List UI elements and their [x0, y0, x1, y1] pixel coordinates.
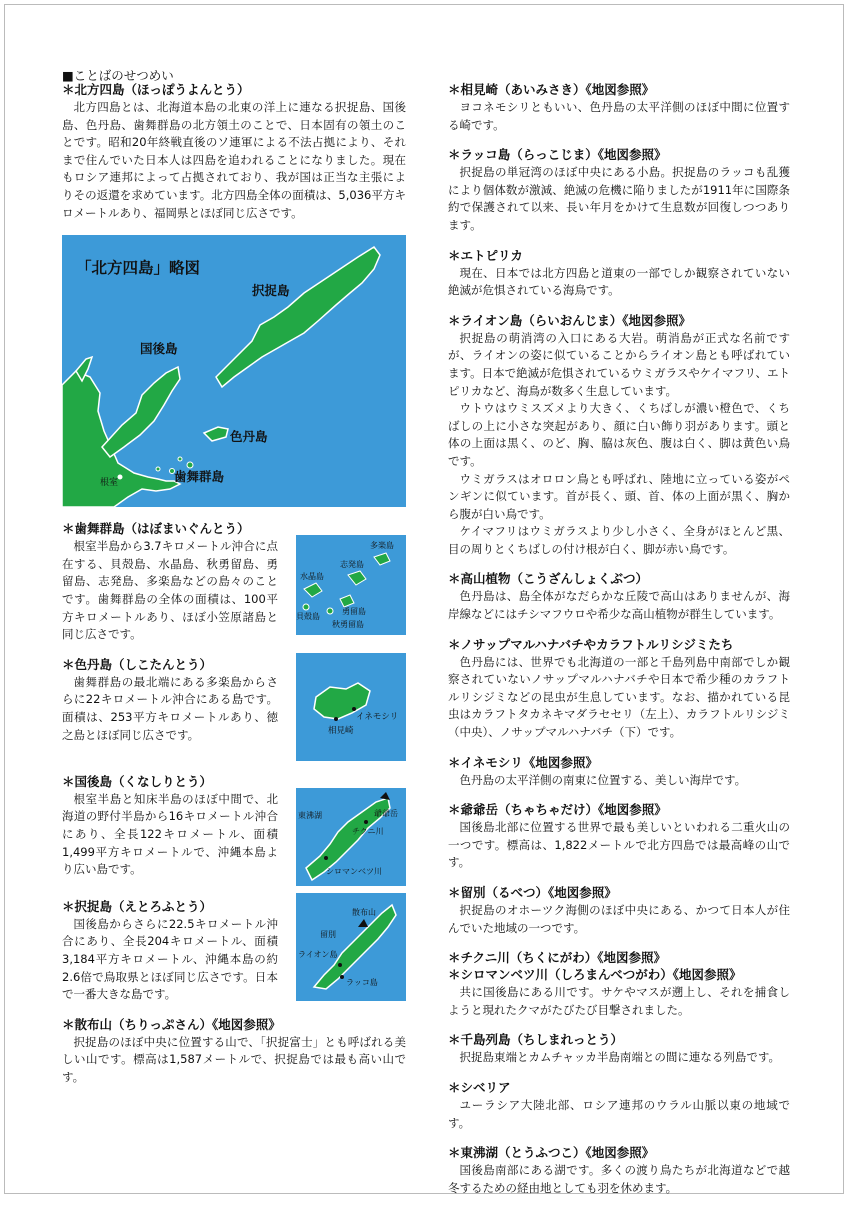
entry-heading: ＊シベリア	[448, 1079, 511, 1095]
entry-heading: ＊東沸湖（とうふつこ）《地図参照》	[448, 1145, 655, 1161]
etorofu-map	[296, 893, 406, 1001]
entry-heading-2: ＊シロマンベツ川（しろまんべつがわ）《地図参照》	[448, 967, 742, 983]
shikotan-island	[204, 427, 228, 441]
entry-text: 色丹島の太平洋側の南東に位置する、美しい海岸です。	[459, 772, 747, 787]
entry-text: ヨコネモシリともいい、色丹島の太平洋側のほぼ中間に位置する崎です。	[448, 100, 790, 132]
entry-text: 択捉島のオホーツク海側のほぼ中央にある、かつて日本人が住んでいた地域の一つです。	[448, 903, 790, 935]
kunashiri-map	[296, 788, 406, 886]
entry-rivers	[448, 950, 790, 1019]
entry-etopirika	[448, 248, 790, 300]
entry-text: 国後島からさらに22.5キロメートル沖合にあり、全長204キロメートル、面積3,184平方キロメートル、沖縄本島の約2.6倍で鳥取県とほぼ同じ広さです。日本で一番大きな島です。	[62, 916, 278, 1002]
label-nemuro: 根室	[100, 478, 119, 489]
label-tofutsu: 東沸湖	[298, 810, 322, 820]
etorofu-island	[216, 247, 380, 387]
kunashiri-island	[102, 367, 180, 457]
label-rubetsu: 留別	[320, 929, 336, 939]
entry-heading: ＊エトピリカ	[448, 247, 523, 263]
entry-text: 色丹島には、世界でも北海道の一部と千島列島中南部でしか観察されていないノサップマルハナバチや日本で希少種のカラフトルリシジミなどの昆虫が生息しています。なお、描かれている昆虫はカラフトタカネキマダラセセリ（左上）、カラフトルリシジミ（中央）、ノサップマルハナバチ（下）です。	[448, 654, 790, 740]
entry-chirippu	[62, 1017, 406, 1087]
entry-aimisaki	[448, 82, 790, 134]
left-column	[62, 82, 406, 1099]
entry-heading: ＊チクニ川（ちくにがわ）《地図参照》	[448, 950, 667, 966]
label-habomai: 歯舞群島	[174, 469, 225, 485]
label-inemoshiri: イネモシリ	[356, 711, 399, 722]
label-etorofu: 択捉島	[252, 283, 290, 299]
entry-text: ウミガラスはオロロン鳥とも呼ばれ、陸地に立っている姿がペンギンに似ています。首が長く、頭、首、体の上面が黒く、胸から腹が白い鳥です。	[448, 471, 790, 521]
label-rakko-island: ラッコ島	[346, 977, 378, 987]
entry-heading: ＊ラッコ島（らっこじま）《地図参照》	[448, 147, 667, 163]
label-yuri: 勇留島	[342, 607, 366, 617]
nemuro-point	[118, 475, 123, 480]
entry-text: 択捉島の萌消湾の入口にある大岩。萌消島が正式な名前ですが、ライオンの姿に似ていることからライオン島とも呼ばれています。日本で絶滅が危惧されているウミガラスやケイマフリ、エトピリカなど、海鳥が数多く生息しています。	[448, 330, 790, 398]
entry-heading: ＊ノサップマルハナバチやカラフトルリシジミたち	[448, 636, 734, 652]
label-aimisaki: 相見崎	[328, 725, 354, 736]
entry-text: ユーラシア大陸北部、ロシア連邦のウラル山脈以東の地域です。	[448, 1097, 790, 1130]
entry-lion-island	[448, 313, 790, 559]
entry-heading: ＊北方四島（ほっぽうよんとう）	[62, 82, 250, 97]
entry-siberia	[448, 1080, 790, 1132]
entry-text: 択捉島東端とカムチャッカ半島南端との間に連なる列島です。	[459, 1050, 781, 1065]
entry-insects	[448, 637, 790, 742]
entry-text: 北方四島とは、北海道本島の北東の洋上に連なる択捉島、国後島、色丹島、歯舞群島の北方領土のことで、日本固有の領土のことです。昭和20年終戦直後のソ連軍による不法占拠により、それまで住んでいた日本人は四島を追われることになりました。現在もロシア連邦によって占拠されており、我が国は正当な主張によりその返還を求めています。北方四島全体の面積は、5,036平方キロメートルあり、福岡県とほぼ同じ広さです。	[62, 100, 406, 220]
entry-text: ケイマフリはウミガラスより少し小さく、全身がほとんど黒、目の周りとくちばしの付け根が白く、脚が赤い鳥です。	[448, 524, 790, 556]
entry-text: 択捉島のほぼ中央に位置する山で、「択捉富士」とも呼ばれる美しい山です。標高は1,587メートルで、択捉島では最も高い山です。	[62, 1034, 406, 1084]
entry-alpine-plants	[448, 571, 790, 623]
label-suisho: 水晶島	[300, 572, 324, 582]
right-column	[448, 82, 790, 1210]
entry-heading: ＊高山植物（こうざんしょくぶつ）	[448, 571, 649, 587]
entry-text: 共に国後島にある川です。サケやマスが遡上し、それを捕食しようと現れたクマがたびたび目撃されました。	[448, 985, 790, 1017]
label-lion-island: ライオン島	[298, 949, 338, 959]
map-graphic	[62, 235, 406, 507]
shikotan-map	[296, 653, 406, 761]
entry-heading: ＊ライオン島（らいおんじま）《地図参照》	[448, 312, 692, 328]
habomai-map	[296, 535, 406, 635]
entry-text: 国後島南部にある湖です。多くの渡り鳥たちが北海道などで越冬するための経由地としても羽を休めます。	[448, 1163, 790, 1195]
page-title: ■ことばのせつめい	[62, 68, 174, 83]
map-title: 「北方四島」略図	[76, 259, 201, 278]
entry-text: ウトウはウミスズメより大きく、くちばしが濃い橙色で、くちばしの上に小さな突起があり、顔に白い飾り羽があります。頭と体の上面は黒く、のど、胸、脇は灰色、腹は白く、脚は黄色い鳥です。	[448, 401, 790, 468]
label-chirippu: 散布山	[352, 907, 376, 917]
northern-territories-map	[62, 235, 406, 507]
entry-heading: ＊千島列島（ちしまれっとう）	[448, 1032, 624, 1048]
entry-inemoshiri	[448, 755, 790, 790]
entry-heading: ＊色丹島（しこたんとう）	[62, 656, 213, 672]
entry-kuril-islands	[448, 1032, 790, 1067]
entry-heading: ＊択捉島（えとろふとう）	[62, 898, 213, 914]
label-chikuni: チクニ川	[352, 826, 384, 836]
label-akiyuri: 秋勇留島	[332, 620, 364, 630]
entry-tofutsu	[448, 1145, 790, 1197]
entry-rakko	[448, 147, 790, 234]
label-shiromanbetsu: シロマンベツ川	[326, 866, 382, 876]
label-shikotan: 色丹島	[230, 429, 268, 445]
entry-heading: ＊歯舞群島（はぼまいぐんとう）	[62, 521, 250, 537]
entry-chachadake	[448, 802, 790, 872]
entry-etorofu	[62, 899, 406, 1004]
entry-hoppo-yonto	[62, 82, 406, 222]
entry-habomai	[62, 521, 406, 644]
entry-heading: ＊留別（るべつ）《地図参照》	[448, 885, 617, 900]
label-shibotsu: 志発島	[340, 560, 364, 570]
entry-heading: ＊爺爺岳（ちゃちゃだけ）《地図参照》	[448, 802, 667, 818]
label-kaigara: 貝殻島	[296, 612, 320, 622]
label-kunashiri: 国後島	[140, 341, 178, 357]
entry-text: 現在、日本では北方四島と道東の一部でしか観察されていない絶滅が危惧されている海鳥です。	[448, 265, 790, 298]
entry-text: 色丹島は、島全体がなだらかな丘陵で高山はありませんが、海岸線などにはチシマフウロや希少な高山植物が群生しています。	[448, 589, 790, 622]
entry-text: 根室半島から3.7キロメートル沖合に点在する、貝殻島、水晶島、秋勇留島、勇留島、志発島、多楽島などの島々のことです。歯舞群島の全体の面積は、100平方キロメートルあり、ほぼ小笠原諸島と同じ広さです。	[62, 539, 278, 642]
entry-text: 国後島北部に位置する世界で最も美しいといわれる二重火山の一つです。標高は、1,822メートルで北方四島では最高峰の山です。	[448, 820, 790, 870]
entry-rubetsu	[448, 885, 790, 937]
entry-heading: ＊相見崎（あいみさき）《地図参照》	[448, 82, 655, 97]
label-taraku: 多楽島	[370, 541, 394, 551]
entry-kunashiri	[62, 774, 406, 886]
entry-text: 歯舞群島の最北端にある多楽島からさらに22キロメートル沖合にある島です。面積は、253平方キロメートルあり、徳之島とほぼ同じ広さです。	[62, 674, 278, 742]
entry-text: 根室半島と知床半島のほぼ中間で、北海道の野付半島から16キロメートル沖合にあり、全長122キロメートル、面積1,499平方キロメートルで、沖縄本島より広い島です。	[62, 791, 278, 877]
entry-shikotan	[62, 657, 406, 761]
entry-heading: ＊イネモシリ《地図参照》	[448, 754, 598, 770]
entry-heading: ＊国後島（くなしりとう）	[62, 773, 213, 789]
entry-text: 択捉島の単冠湾のほぼ中央にある小島。択捉島のラッコも乱獲により個体数が激減、絶滅の危機に陥りましたが1911年に国際条約で保護されて以来、長い年月をかけて生息数が回復しつつあります。	[448, 165, 790, 232]
entry-heading: ＊散布山（ちりっぷさん）《地図参照》	[62, 1016, 281, 1032]
label-chachadake: 爺爺岳	[374, 808, 398, 818]
